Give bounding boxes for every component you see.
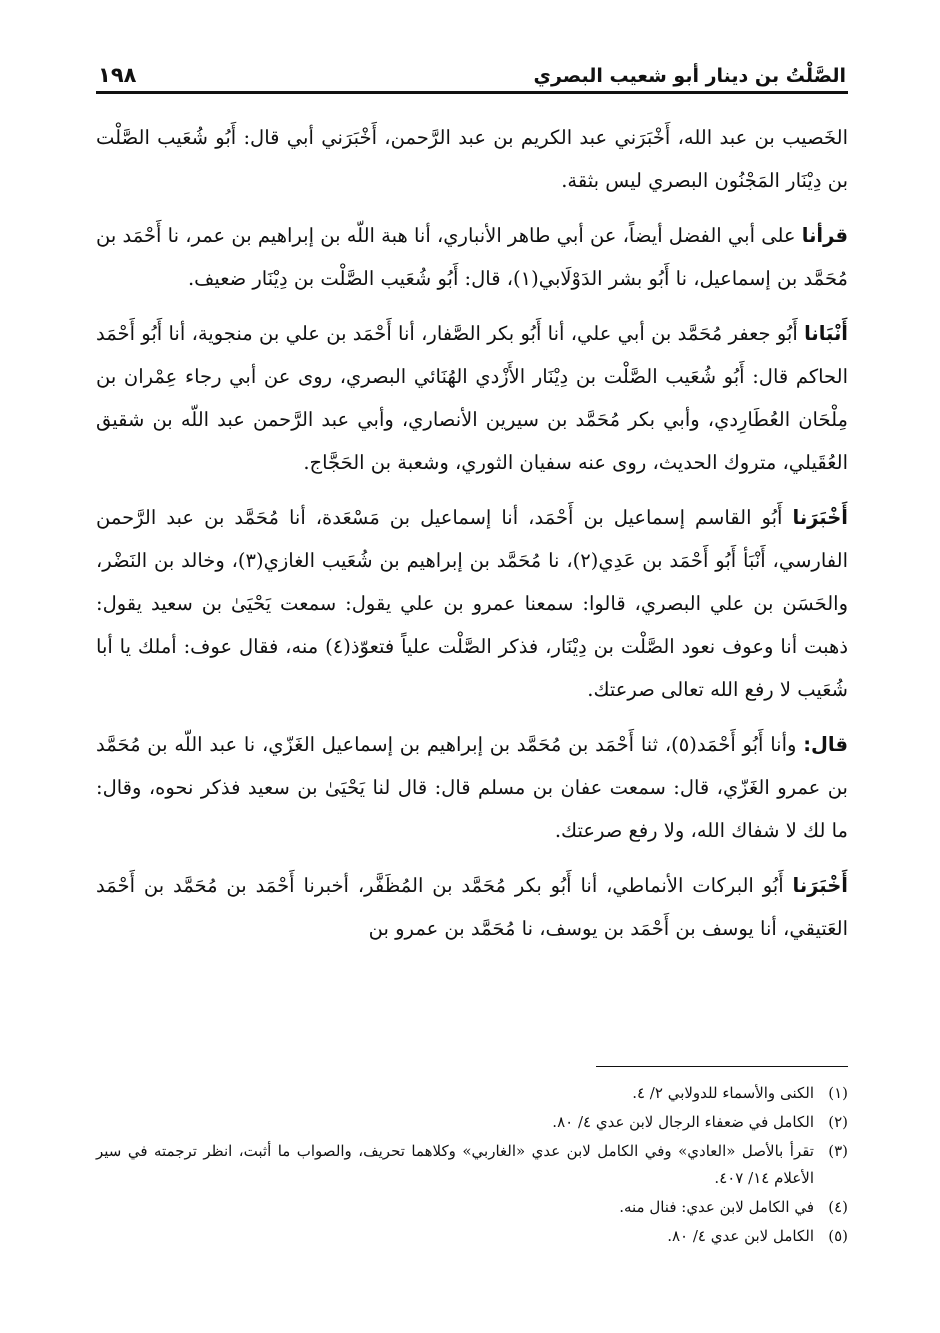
footnote-divider xyxy=(596,1066,848,1067)
footnotes xyxy=(96,1080,848,1252)
footnote xyxy=(96,1223,848,1250)
paragraph-lead: قال: xyxy=(803,733,848,756)
running-title: الصَّلْتُ بن دينار أبو شعيب البصري xyxy=(533,65,846,87)
footnote-number: (٥) xyxy=(828,1227,848,1245)
paragraph-text: على أبي الفضل أيضاً، عن أبي طاهر الأنباري، أنا هبة اللّه بن إبراهيم بن عمر، نا أَحْمَد بن مُحَمَّد بن إسماعيل، نا أَبُو بشر الدَوْلَابي(١)، قال: أَبُو شُعَيب الصَّلْت بن دِيْنَار ضعيف. xyxy=(96,224,848,290)
paragraph-lead: قرأنا xyxy=(801,224,848,247)
footnote xyxy=(96,1109,848,1136)
footnote-text: الكنى والأسماء للدولابي ٢/ ٤. xyxy=(632,1084,814,1102)
paragraph xyxy=(96,214,848,300)
paragraph-text: أَبُو جعفر مُحَمَّد بن أبي علي، أنا أَبُو بكر الصَّفار، أنا أَحْمَد بن علي بن منجوية، أنا أَبُو أَحْمَد الحاكم قال: أَبُو شُعَيب الصَّلْت بن دِيْنَار الأَزْدي الهُنَائي البصري، روى عن أبي رجاء عِمْران بن مِلْحَان العُطَارِدي، وأبي بكر مُحَمَّد بن سيرين الأنصاري، وأبي عبد الرَّحمن عبد اللّه بن شقيق العُقَيلي، متروك الحديث، روى عنه سفيان الثوري، وشعبة بن الحَجَّاج. xyxy=(96,322,848,474)
paragraph-lead: أَنْبَانا xyxy=(804,322,848,345)
footnote xyxy=(96,1138,848,1192)
paragraph xyxy=(96,496,848,711)
page-number: ١٩٨ xyxy=(98,63,137,87)
paragraph xyxy=(96,864,848,950)
body-text xyxy=(96,116,848,950)
footnote-number: (٣) xyxy=(828,1142,848,1160)
paragraph-text: وأنا أَبُو أَحْمَد(٥)، ثنا أَحْمَد بن مُحَمَّد بن إبراهيم بن إسماعيل الغَزّي، نا عبد اللّه بن مُحَمَّد بن عمرو الغَزّي، قال: سمعت عفان بن مسلم قال: قال لنا يَحْيَىٰ بن سعيد فذكر نحوه، وقال: ما لك لا شفاك الله، ولا رفع صرعتك. xyxy=(96,733,848,842)
page xyxy=(96,52,848,962)
paragraph-text: الخَصيب بن عبد الله، أَخْبَرَني عبد الكريم بن عبد الرَّحمن، أَخْبَرَني أبي قال: أَبُو شُعَيب الصَّلْت بن دِيْنَار المَجْنُون البصري ليس بثقة. xyxy=(96,126,848,192)
paragraph-text: أَبُو القاسم إسماعيل بن أَحْمَد، أنا إسماعيل بن مَسْعَدة، أنا مُحَمَّد بن عبد الرَّحمن الفارسي، أَنْبَأ أَبُو أَحْمَد بن عَدِي(٢)، نا مُحَمَّد بن إبراهيم بن شُعَيب الغازي(٣)، وخالد بن النَضْر، والحَسَن بن علي البصري، قالوا: سمعنا عمرو بن علي يقول: سمعت يَحْيَىٰ بن سعيد يقول: ذهبت أنا وعوف نعود الصَّلْت بن دِيْنَار، فذكر الصَّلْت علياً فتعوّذ(٤) منه، فقال عوف: أملك يا أبا شُعَيب لا رفع الله تعالى صرعتك. xyxy=(96,506,849,701)
footnote-text: الكامل لابن عدي ٤/ ٨٠. xyxy=(667,1227,814,1245)
footnote-text: في الكامل لابن عدي: فنال منه. xyxy=(619,1198,814,1216)
footnote-number: (٤) xyxy=(828,1198,848,1216)
running-head xyxy=(96,52,848,94)
paragraph xyxy=(96,312,848,484)
footnote-number: (٢) xyxy=(828,1113,848,1131)
paragraph-lead: أَخْبَرَنا xyxy=(792,874,848,897)
paragraph-text: أَبُو البركات الأنماطي، أنا أَبُو بكر مُحَمَّد بن المُظَفَّر، أخبرنا أَحْمَد بن مُحَمَّد بن أَحْمَد العَتيقي، أنا يوسف بن أَحْمَد بن يوسف، نا مُحَمَّد بن عمرو بن xyxy=(96,874,848,940)
footnote xyxy=(96,1194,848,1221)
footnote-number: (١) xyxy=(828,1084,848,1102)
footnote xyxy=(96,1080,848,1107)
paragraph xyxy=(96,723,848,852)
footnote-text: الكامل في ضعفاء الرجال لابن عدي ٤/ ٨٠. xyxy=(552,1113,814,1131)
paragraph xyxy=(96,116,848,202)
footnote-text: تقرأ بالأصل «العادي» وفي الكامل لابن عدي «الغاربي» وكلاهما تحريف، والصواب ما أثبت، انظر ترجمته في سير الأعلام ١٤/ ٤٠٧. xyxy=(96,1142,814,1187)
paragraph-lead: أَخْبَرَنا xyxy=(792,506,848,529)
